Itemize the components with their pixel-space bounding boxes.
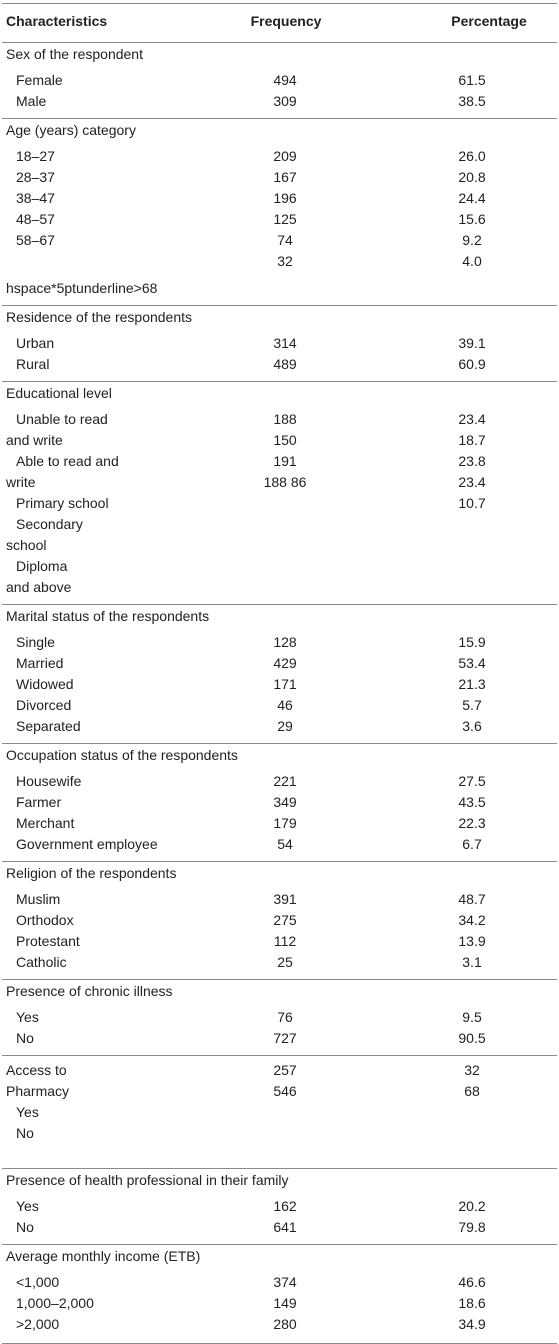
pharmacy-percentage: 32 [464, 1062, 480, 1078]
row-label: Catholic [16, 954, 67, 970]
table-row [2, 1007, 557, 1028]
row-frequency: 76 [277, 1009, 293, 1025]
row-percentage: 13.9 [458, 933, 486, 949]
section-title [2, 862, 557, 889]
section-title [2, 980, 557, 1007]
table-row [2, 813, 557, 834]
row-percentage: 43.5 [458, 794, 486, 810]
row-frequency: 209 [273, 148, 297, 164]
row-frequency: 167 [273, 169, 297, 185]
row-label: Muslim [16, 891, 61, 907]
row-label: Merchant [16, 815, 75, 831]
table-row [2, 1272, 557, 1293]
header-percentage: Percentage [451, 13, 527, 29]
pharmacy-label: Pharmacy [6, 1083, 70, 1099]
education-label: write [6, 474, 36, 490]
row-percentage: 20.8 [458, 169, 486, 185]
section-title [2, 1245, 557, 1272]
row-percentage: 38.5 [458, 93, 486, 109]
row-frequency: 374 [273, 1274, 297, 1290]
row-label: Single [16, 634, 55, 650]
header-characteristics: Characteristics [6, 13, 108, 29]
row-frequency: 162 [273, 1198, 297, 1214]
row-percentage: 22.3 [458, 815, 486, 831]
section-title-text: Age (years) category [6, 122, 136, 138]
row-label: Rural [16, 356, 50, 372]
education-labels [6, 409, 119, 598]
pharmacy-label: No [16, 1125, 34, 1141]
section-title-text: Marital status of the respondents [6, 608, 210, 624]
education-percentage: 18.7 [458, 432, 486, 448]
education-percentage: 10.7 [458, 495, 486, 511]
pharmacy-label: Access to [6, 1062, 67, 1078]
table-row [2, 771, 557, 792]
row-label: Protestant [16, 933, 80, 949]
section-title-text: Religion of the respondents [6, 865, 177, 881]
section-chronic [2, 1007, 557, 1055]
row-label: Yes [16, 1009, 39, 1025]
row-percentage: 6.7 [462, 836, 482, 852]
section-occupation [2, 771, 557, 861]
row-frequency: 221 [273, 773, 297, 789]
row-label: 28–37 [16, 169, 55, 185]
section-education [2, 409, 557, 604]
section-title [2, 605, 557, 632]
row-percentage: 3.6 [462, 718, 482, 734]
section-title-text: Sex of the respondent [6, 46, 143, 62]
row-label: 58–67 [16, 232, 55, 248]
education-frequency: 150 [273, 432, 297, 448]
pharmacy-labels [6, 1060, 69, 1144]
row-label: No [16, 1219, 34, 1235]
table-row [2, 632, 557, 653]
education-label: and above [6, 579, 72, 595]
table-row [2, 910, 557, 931]
characteristics-table [2, 3, 557, 1344]
table-row [2, 354, 557, 375]
table-row [2, 333, 557, 354]
section-sex [2, 70, 557, 118]
education-frequency: 188 86 [263, 474, 307, 490]
table-row [2, 91, 557, 112]
row-label: No [16, 1030, 34, 1046]
row-percentage: 61.5 [458, 72, 486, 88]
table-row [2, 653, 557, 674]
row-label: 1,000–2,000 [16, 1295, 94, 1311]
row-percentage: 15.6 [458, 211, 486, 227]
row-percentage: 9.5 [462, 1009, 482, 1025]
row-percentage: 9.2 [462, 232, 482, 248]
section-title [2, 119, 557, 146]
row-percentage: 26.0 [458, 148, 486, 164]
table-row [2, 792, 557, 813]
section-title [2, 382, 557, 409]
education-percentage: 23.4 [458, 411, 486, 427]
table-row [2, 167, 557, 188]
table-row [2, 1028, 557, 1049]
row-percentage: 48.7 [458, 891, 486, 907]
row-percentage: 5.7 [462, 697, 482, 713]
row-percentage: 60.9 [458, 356, 486, 372]
row-label: 18–27 [16, 148, 55, 164]
pharmacy-frequencies [247, 1060, 323, 1102]
row-frequency: 349 [273, 794, 297, 810]
row-percentage: 53.4 [458, 655, 486, 671]
row-label: Yes [16, 1198, 39, 1214]
row-frequency: 125 [273, 211, 297, 227]
row-frequency: 275 [273, 912, 297, 928]
table-row [2, 834, 557, 855]
section-age [2, 146, 557, 278]
row-label: >2,000 [16, 1316, 60, 1332]
row-frequency: 196 [273, 190, 297, 206]
row-percentage: 39.1 [458, 335, 486, 351]
section-title-text: Presence of health professional in their family [6, 1172, 289, 1188]
education-frequency: 191 [273, 453, 297, 469]
section-religion [2, 889, 557, 979]
education-percentage: 23.8 [458, 453, 486, 469]
education-frequencies [247, 409, 323, 493]
row-label: Male [16, 93, 47, 109]
row-percentage: 20.2 [458, 1198, 486, 1214]
section-title-text: Presence of chronic illness [6, 983, 173, 999]
row-percentage: 21.3 [458, 676, 486, 692]
row-frequency: 29 [277, 718, 293, 734]
row-percentage: 15.9 [458, 634, 486, 650]
section-title [2, 306, 557, 333]
row-frequency: 25 [277, 954, 293, 970]
education-label: Primary school [16, 495, 109, 511]
row-percentage: 3.1 [462, 954, 482, 970]
table-row [2, 70, 557, 91]
row-frequency: 128 [273, 634, 297, 650]
row-label: Married [16, 655, 64, 671]
row-frequency: 32 [277, 253, 293, 269]
table-row [2, 1293, 557, 1314]
section-title [2, 744, 557, 771]
row-percentage: 4.0 [462, 253, 482, 269]
section-title-text: Educational level [6, 385, 112, 401]
row-percentage: 90.5 [458, 1030, 486, 1046]
pharmacy-label: Yes [16, 1104, 39, 1120]
row-frequency: 641 [273, 1219, 297, 1235]
education-frequency: 188 [273, 411, 297, 427]
section-marital [2, 632, 557, 743]
table-row [2, 695, 557, 716]
education-label: Able to read and [16, 453, 119, 469]
section-title-text: Occupation status of the respondents [6, 747, 238, 763]
section-health_prof [2, 1196, 557, 1244]
row-label: 38–47 [16, 190, 55, 206]
education-label: and write [6, 432, 63, 448]
row-label: Separated [16, 718, 81, 734]
row-frequency: 494 [273, 72, 297, 88]
section-pharmacy [2, 1056, 557, 1168]
education-label: school [6, 537, 47, 553]
pharmacy-percentage: 68 [464, 1083, 480, 1099]
row-percentage: 18.6 [458, 1295, 486, 1311]
education-label: Unable to read [16, 411, 108, 427]
row-percentage: 27.5 [458, 773, 486, 789]
section-title [2, 1169, 557, 1196]
education-label: Secondary [16, 516, 83, 532]
row-label: Farmer [16, 794, 62, 810]
table-row [2, 230, 557, 251]
row-label: <1,000 [16, 1274, 60, 1290]
table-row [2, 188, 557, 209]
row-frequency: 429 [273, 655, 297, 671]
age-note-text: hspace*5ptunderline>68 [6, 280, 158, 296]
row-frequency: 489 [273, 356, 297, 372]
education-label: Diploma [16, 558, 68, 574]
table-row [2, 931, 557, 952]
row-frequency: 727 [273, 1030, 297, 1046]
row-label: 48–57 [16, 211, 55, 227]
row-frequency: 149 [273, 1295, 297, 1311]
pharmacy-frequency: 257 [273, 1062, 297, 1078]
table-row [2, 251, 557, 272]
table-row [2, 716, 557, 737]
row-percentage: 34.9 [458, 1316, 486, 1332]
section-title-text: Residence of the respondents [6, 309, 193, 325]
row-percentage: 46.6 [458, 1274, 486, 1290]
table-row [2, 146, 557, 167]
header-frequency: Frequency [250, 13, 322, 29]
pharmacy-percentages [442, 1060, 502, 1102]
row-frequency: 171 [273, 676, 297, 692]
section-residence [2, 333, 557, 381]
row-frequency: 309 [273, 93, 297, 109]
table-row [2, 1217, 557, 1238]
row-label: Female [16, 72, 63, 88]
table-row [2, 1196, 557, 1217]
row-frequency: 280 [273, 1316, 297, 1332]
table-row [2, 1314, 557, 1335]
pharmacy-frequency: 546 [273, 1083, 297, 1099]
education-percentages [442, 409, 502, 514]
section-title [2, 43, 557, 70]
education-percentage: 23.4 [458, 474, 486, 490]
table-header [2, 4, 557, 42]
table-row [2, 952, 557, 973]
row-frequency: 46 [277, 697, 293, 713]
row-label: Housewife [16, 773, 82, 789]
row-frequency: 391 [273, 891, 297, 907]
table-row [2, 889, 557, 910]
row-label: Widowed [16, 676, 74, 692]
table-row [2, 674, 557, 695]
row-frequency: 74 [277, 232, 293, 248]
section-income [2, 1272, 557, 1341]
row-label: Government employee [16, 836, 158, 852]
row-frequency: 112 [273, 933, 297, 949]
row-percentage: 24.4 [458, 190, 486, 206]
row-frequency: 179 [273, 815, 297, 831]
age-note-row [2, 278, 557, 305]
table-row [2, 209, 557, 230]
row-label: Orthodox [16, 912, 74, 928]
row-frequency: 54 [277, 836, 293, 852]
row-percentage: 34.2 [458, 912, 486, 928]
row-percentage: 79.8 [458, 1219, 486, 1235]
section-title-text: Average monthly income (ETB) [6, 1248, 201, 1264]
row-label: Divorced [16, 697, 72, 713]
row-label: Urban [16, 335, 55, 351]
row-frequency: 314 [273, 335, 297, 351]
